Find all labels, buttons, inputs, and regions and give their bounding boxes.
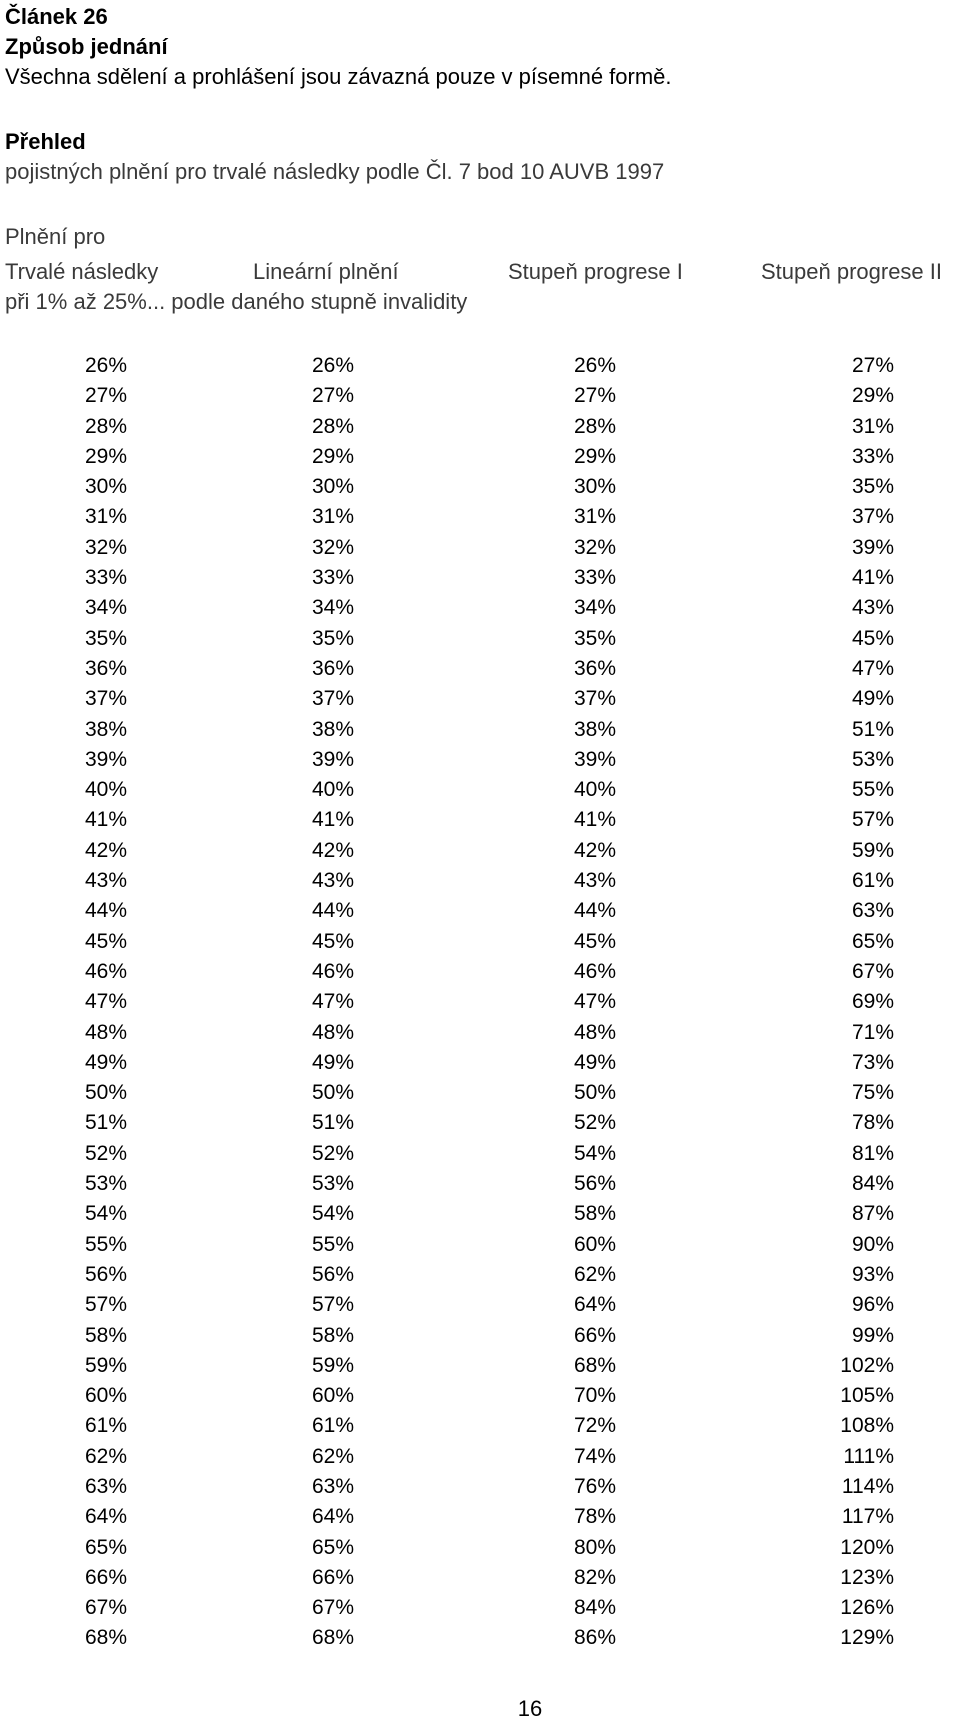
table-cell: 42% xyxy=(311,838,354,862)
article-subheading: Způsob jednání xyxy=(5,34,168,59)
table-cell: 59% xyxy=(311,1353,354,1377)
overview-title: Přehled xyxy=(5,129,86,154)
table-row xyxy=(0,1533,960,1563)
table-cell: 46% xyxy=(84,959,127,983)
table-row xyxy=(0,1108,960,1138)
table-cell: 76% xyxy=(573,1474,616,1498)
table-row xyxy=(0,775,960,805)
table-cell: 59% xyxy=(84,1353,127,1377)
table-row xyxy=(0,1230,960,1260)
table-cell: 27% xyxy=(311,384,354,408)
table-cell: 80% xyxy=(573,1535,616,1559)
table-cell: 93% xyxy=(851,1262,894,1286)
table-cell: 26% xyxy=(311,354,354,377)
table-row xyxy=(0,1018,960,1048)
column-header-permanent-consequences: Trvalé následky xyxy=(5,259,159,284)
table-row xyxy=(0,927,960,957)
table-row xyxy=(0,563,960,593)
table-cell: 65% xyxy=(851,929,894,953)
table-cell: 45% xyxy=(851,626,894,650)
table-cell: 111% xyxy=(843,1444,894,1468)
table-cell: 43% xyxy=(84,869,127,893)
table-row xyxy=(0,351,960,381)
table-row xyxy=(0,381,960,411)
table-cell: 34% xyxy=(311,596,354,620)
table-cell: 53% xyxy=(851,747,894,771)
table-row xyxy=(0,684,960,714)
table-row xyxy=(0,1078,960,1108)
table-cell: 29% xyxy=(851,384,894,408)
table-cell: 57% xyxy=(311,1293,354,1317)
table-cell: 65% xyxy=(84,1535,127,1559)
table-row xyxy=(0,1411,960,1441)
table-row xyxy=(0,957,960,987)
table-cell: 37% xyxy=(84,687,127,711)
table-cell: 27% xyxy=(851,354,894,377)
table-cell: 49% xyxy=(311,1050,354,1074)
table-row xyxy=(0,1593,960,1623)
table-row xyxy=(0,1260,960,1290)
table-cell: 120% xyxy=(840,1535,894,1559)
table-row xyxy=(0,412,960,442)
table-cell: 48% xyxy=(84,1020,127,1044)
table-cell: 68% xyxy=(84,1626,127,1650)
table-cell: 68% xyxy=(573,1353,616,1377)
table-cell: 62% xyxy=(84,1444,127,1468)
table-cell: 64% xyxy=(311,1505,354,1529)
table-cell: 38% xyxy=(84,717,127,741)
overview-subtitle: pojistných plnění pro trvalé následky podle Čl. 7 bod 10 AUVB 1997 xyxy=(5,159,665,184)
table-row xyxy=(0,593,960,623)
table-row xyxy=(0,1290,960,1320)
table-cell: 58% xyxy=(311,1323,354,1347)
table-cell: 28% xyxy=(573,414,616,438)
column-header-linear-benefit: Lineární plnění xyxy=(253,259,399,284)
table-cell: 87% xyxy=(851,1202,894,1226)
table-cell: 29% xyxy=(84,444,127,468)
table-cell: 60% xyxy=(573,1232,616,1256)
table-cell: 39% xyxy=(851,535,894,559)
table-cell: 64% xyxy=(573,1293,616,1317)
table-cell: 42% xyxy=(573,838,616,862)
table-cell: 50% xyxy=(311,1081,354,1105)
table-cell: 53% xyxy=(84,1172,127,1196)
table-cell: 45% xyxy=(84,929,127,953)
table-cell: 72% xyxy=(573,1414,616,1438)
table-cell: 126% xyxy=(840,1596,894,1620)
table-row xyxy=(0,533,960,563)
table-cell: 74% xyxy=(573,1444,616,1468)
table-cell: 37% xyxy=(851,505,894,529)
table-cell: 42% xyxy=(84,838,127,862)
table-cell: 44% xyxy=(311,899,354,923)
table-row xyxy=(0,715,960,745)
table-cell: 71% xyxy=(851,1020,894,1044)
table-row xyxy=(0,1502,960,1532)
table-cell: 57% xyxy=(84,1293,127,1317)
table-cell: 55% xyxy=(84,1232,127,1256)
table-cell: 41% xyxy=(573,808,616,832)
table-row xyxy=(0,896,960,926)
table-cell: 52% xyxy=(311,1141,354,1165)
table-cell: 47% xyxy=(84,990,127,1014)
table-cell: 58% xyxy=(84,1323,127,1347)
table-row xyxy=(0,1472,960,1502)
table-cell: 61% xyxy=(311,1414,354,1438)
table-cell: 108% xyxy=(840,1414,894,1438)
table-cell: 44% xyxy=(573,899,616,923)
table-cell: 69% xyxy=(851,990,894,1014)
table-row xyxy=(0,472,960,502)
table-cell: 102% xyxy=(840,1353,894,1377)
table-cell: 30% xyxy=(311,475,354,499)
table-cell: 114% xyxy=(841,1474,894,1498)
table-row xyxy=(0,1321,960,1351)
table-cell: 60% xyxy=(84,1384,127,1408)
table-cell: 67% xyxy=(84,1596,127,1620)
table-row xyxy=(0,987,960,1017)
table-cell: 78% xyxy=(851,1111,894,1135)
table-cell: 31% xyxy=(311,505,354,529)
table-cell: 46% xyxy=(311,959,354,983)
table-cell: 46% xyxy=(573,959,616,983)
table-cell: 44% xyxy=(84,899,127,923)
table-cell: 66% xyxy=(311,1565,354,1589)
table-cell: 99% xyxy=(851,1323,894,1347)
table-cell: 31% xyxy=(84,505,127,529)
range-note: při 1% až 25%... podle daného stupně invalidity xyxy=(5,289,468,314)
table-cell: 64% xyxy=(84,1505,127,1529)
table-cell: 63% xyxy=(84,1474,127,1498)
table-cell: 31% xyxy=(573,505,616,529)
table-cell: 66% xyxy=(573,1323,616,1347)
table-cell: 90% xyxy=(851,1232,894,1256)
table-cell: 54% xyxy=(84,1202,127,1226)
table-cell: 50% xyxy=(84,1081,127,1105)
table-cell: 54% xyxy=(311,1202,354,1226)
table-cell: 123% xyxy=(840,1565,894,1589)
table-cell: 58% xyxy=(573,1202,616,1226)
table-row xyxy=(0,1139,960,1169)
table-cell: 49% xyxy=(573,1050,616,1074)
table-cell: 39% xyxy=(311,747,354,771)
table-cell: 67% xyxy=(851,959,894,983)
table-cell: 51% xyxy=(84,1111,127,1135)
table-cell: 70% xyxy=(573,1384,616,1408)
table-cell: 33% xyxy=(311,566,354,590)
table-cell: 33% xyxy=(851,444,894,468)
table-cell: 40% xyxy=(573,778,616,802)
table-cell: 45% xyxy=(311,929,354,953)
table-row xyxy=(0,1169,960,1199)
table-cell: 63% xyxy=(311,1474,354,1498)
table-row xyxy=(0,1048,960,1078)
table-cell: 48% xyxy=(311,1020,354,1044)
article-heading: Článek 26 xyxy=(5,4,108,29)
table-cell: 37% xyxy=(311,687,354,711)
table-cell: 38% xyxy=(311,717,354,741)
table-cell: 105% xyxy=(840,1384,894,1408)
table-cell: 29% xyxy=(573,444,616,468)
table-cell: 117% xyxy=(841,1505,894,1529)
table-cell: 53% xyxy=(311,1172,354,1196)
table-row xyxy=(0,1199,960,1229)
table-cell: 61% xyxy=(851,869,894,893)
column-header-progression-1: Stupeň progrese I xyxy=(508,259,683,284)
table-cell: 129% xyxy=(840,1626,894,1650)
table-cell: 48% xyxy=(573,1020,616,1044)
table-cell: 32% xyxy=(84,535,127,559)
column-header-progression-2: Stupeň progrese II xyxy=(761,259,943,284)
table-cell: 65% xyxy=(311,1535,354,1559)
table-cell: 35% xyxy=(84,626,127,650)
table-cell: 68% xyxy=(311,1626,354,1650)
table-cell: 59% xyxy=(851,838,894,862)
table-cell: 28% xyxy=(311,414,354,438)
table-cell: 35% xyxy=(851,475,894,499)
table-cell: 41% xyxy=(851,566,894,590)
page-number: 16 xyxy=(517,1696,543,1721)
table-cell: 66% xyxy=(84,1565,127,1589)
table-cell: 35% xyxy=(573,626,616,650)
table-cell: 33% xyxy=(573,566,616,590)
table-cell: 34% xyxy=(573,596,616,620)
benefit-table xyxy=(0,351,960,1654)
table-cell: 30% xyxy=(84,475,127,499)
table-cell: 47% xyxy=(851,656,894,680)
table-row xyxy=(0,866,960,896)
table-cell: 47% xyxy=(311,990,354,1014)
table-cell: 32% xyxy=(573,535,616,559)
table-cell: 73% xyxy=(851,1050,894,1074)
table-cell: 56% xyxy=(311,1262,354,1286)
table-row xyxy=(0,442,960,472)
table-row xyxy=(0,836,960,866)
table-cell: 37% xyxy=(573,687,616,711)
table-cell: 31% xyxy=(851,414,894,438)
table-row xyxy=(0,1442,960,1472)
table-cell: 34% xyxy=(84,596,127,620)
table-cell: 29% xyxy=(311,444,354,468)
table-cell: 86% xyxy=(573,1626,616,1650)
table-cell: 50% xyxy=(573,1081,616,1105)
table-cell: 67% xyxy=(311,1596,354,1620)
table-cell: 32% xyxy=(311,535,354,559)
table-cell: 55% xyxy=(311,1232,354,1256)
table-cell: 55% xyxy=(851,778,894,802)
table-cell: 43% xyxy=(851,596,894,620)
table-cell: 62% xyxy=(311,1444,354,1468)
table-cell: 56% xyxy=(573,1172,616,1196)
table-cell: 75% xyxy=(851,1081,894,1105)
article-text: Všechna sdělení a prohlášení jsou závazná pouze v písemné formě. xyxy=(5,64,672,89)
table-row xyxy=(0,745,960,775)
table-row xyxy=(0,1381,960,1411)
table-cell: 36% xyxy=(573,656,616,680)
table-cell: 47% xyxy=(573,990,616,1014)
table-cell: 27% xyxy=(573,384,616,408)
table-cell: 57% xyxy=(851,808,894,832)
table-cell: 38% xyxy=(573,717,616,741)
table-cell: 26% xyxy=(573,354,616,377)
table-cell: 51% xyxy=(851,717,894,741)
table-cell: 36% xyxy=(84,656,127,680)
table-row xyxy=(0,1623,960,1653)
table-cell: 41% xyxy=(84,808,127,832)
table-cell: 28% xyxy=(84,414,127,438)
table-cell: 39% xyxy=(573,747,616,771)
table-cell: 78% xyxy=(573,1505,616,1529)
table-cell: 35% xyxy=(311,626,354,650)
table-row xyxy=(0,1563,960,1593)
table-cell: 39% xyxy=(84,747,127,771)
table-cell: 27% xyxy=(84,384,127,408)
table-cell: 45% xyxy=(573,929,616,953)
table-cell: 84% xyxy=(851,1172,894,1196)
table-cell: 82% xyxy=(573,1565,616,1589)
table-row xyxy=(0,1351,960,1381)
table-cell: 43% xyxy=(573,869,616,893)
table-cell: 62% xyxy=(573,1262,616,1286)
table-cell: 40% xyxy=(84,778,127,802)
table-cell: 52% xyxy=(573,1111,616,1135)
table-cell: 51% xyxy=(311,1111,354,1135)
table-row xyxy=(0,624,960,654)
benefit-label: Plnění pro xyxy=(5,224,106,249)
table-cell: 43% xyxy=(311,869,354,893)
table-cell: 36% xyxy=(311,656,354,680)
table-cell: 41% xyxy=(311,808,354,832)
table-cell: 96% xyxy=(851,1293,894,1317)
table-cell: 63% xyxy=(851,899,894,923)
table-row xyxy=(0,502,960,532)
table-cell: 52% xyxy=(84,1141,127,1165)
table-cell: 49% xyxy=(84,1050,127,1074)
table-row xyxy=(0,654,960,684)
table-cell: 49% xyxy=(851,687,894,711)
table-cell: 54% xyxy=(573,1141,616,1165)
table-cell: 61% xyxy=(84,1414,127,1438)
table-row xyxy=(0,805,960,835)
table-cell: 81% xyxy=(851,1141,894,1165)
table-cell: 33% xyxy=(84,566,127,590)
table-cell: 56% xyxy=(84,1262,127,1286)
table-cell: 30% xyxy=(573,475,616,499)
table-cell: 26% xyxy=(84,354,127,377)
table-cell: 60% xyxy=(311,1384,354,1408)
table-cell: 84% xyxy=(573,1596,616,1620)
table-cell: 40% xyxy=(311,778,354,802)
